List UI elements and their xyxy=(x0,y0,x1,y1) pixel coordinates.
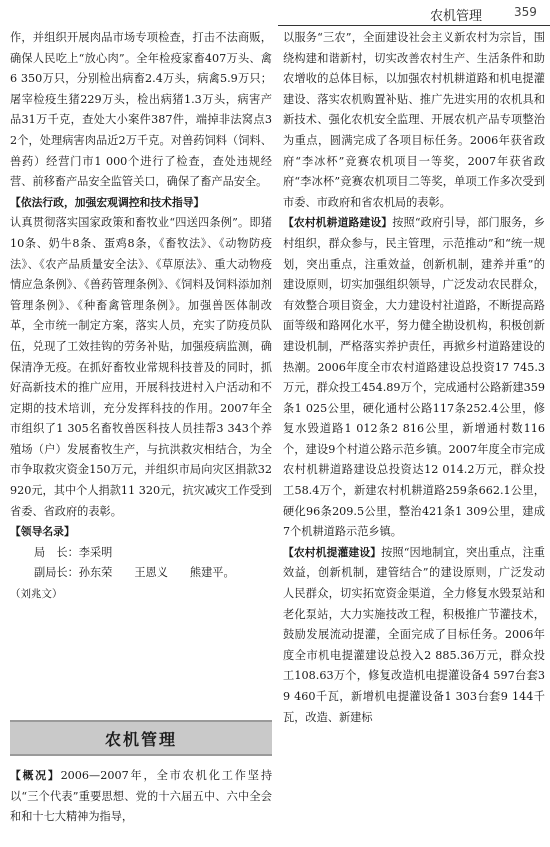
leader-role: 局 长： xyxy=(34,545,79,559)
section-heading-law-enforcement: 【依法行政，加强宏观调控和技术指导】 xyxy=(10,195,205,209)
right-column xyxy=(283,28,545,728)
author-credit: （刘兆文） xyxy=(10,588,63,601)
overview-body: 2006—2007年，全市农机化工作坚持以“三个代表”重要思想、党的十六届五中、六中全会和和十七大精神为指导， xyxy=(10,769,273,824)
section-heading-overview: 【概况】 xyxy=(10,769,61,782)
section-heading-road-construction: 【农村机耕道路建设】 xyxy=(283,216,393,230)
left-column xyxy=(10,28,272,605)
page-number: 359 xyxy=(514,5,537,19)
leader-name: 熊建平。 xyxy=(189,566,235,580)
machinery-goals-paragraph: 以服务“三农”，全面建设社会主义新农村为宗旨，围绕构建和谐新村，切实改善农村生产、生活条件和助农增收的总体目标，以加强农村机耕道路和机电提灌建设、落实农机购置补贴、推广先进实用的农机具和新技术、强化农机安全监理、开展农机产品专项整治为重点，圆满完成了各项目标任务。2006年获省政府“李冰杯”竞赛农机项目一等奖，2007年获省政府“李冰杯”竞赛农机项目二等奖，单项工作多次受到市委、市政府和省农机局的表彰。 xyxy=(283,31,545,209)
leader-line-deputies xyxy=(10,563,272,584)
leader-line-director xyxy=(10,543,272,564)
overview-paragraph xyxy=(10,766,272,828)
livestock-inspection-paragraph: 作，并组织开展肉品市场专项检查，打击不法商贩，确保人民吃上“放心肉”。全年检疫家畜407万头、禽6 350万只，分别检出病畜2.4万头，病禽5.9万只；屠宰检疫生猪229万头，检出病猪1.3万头，病害产品31万千克，查处大小案件387件，端掉非法窝点32个，处理病害肉品近2万千克。对兽药饲料（饲料、兽药）经营门市1 000个进行了检查，查处违规经营、前移畜产品安全监管关口，确保了畜产品安全。 xyxy=(10,31,272,189)
irrigation-paragraph xyxy=(283,543,545,728)
section-heading-irrigation: 【农村机提灌建设】 xyxy=(283,545,382,559)
section-banner-agri-machinery xyxy=(10,720,272,756)
leader-name: 王恩义 xyxy=(134,566,168,580)
page-header xyxy=(0,0,550,30)
leader-name: 李采明 xyxy=(78,545,113,559)
running-header-title: 农机管理 xyxy=(430,9,483,24)
header-rule xyxy=(278,25,550,26)
leader-role: 副局长： xyxy=(34,566,79,580)
road-construction-body: 按照“政府引导，部门服务，乡村组织，群众参与，民主管理，示范推动”和“统一规划，突出重点，注重效益，创新机制，建养并重”的建设原则，切实加强组织领导，广泛发动农民群众，有效整合项目资金，大力建设村社道路，不断提高路面等级和路网化水平，努力健全勘设机构，积极创新建设机制，严格落实养护责任，再掀乡村道路建设的热潮。2006年度全市农村道路建设总投资17 745.3万元，群众投工454.89万个，完成通村公路新建359条1 025公里，硬化通村公路117条252.4公里，修复水毁道路1 012条2 816公里，新增通村数116个，建设9个村道公路示范乡镇。2007年度全市完成农村机耕道路建设总投资达12 014.2万元，群众投工58.4万个，新建农村机耕道路259条662.1公里，硬化96条209.5公里，整治421条1 309公里，建成7个机耕道路示范乡镇。 xyxy=(283,216,545,539)
leaders-heading: 【领导名录】 xyxy=(10,525,75,539)
irrigation-body: 按照“因地制宜，突出重点，注重效益，创新机制，建管结合”的建设原则，广泛发动人民群众，切实拓宽资金渠道，全力修复水毁泵站和老化泵站，大力实施技改工程，积极推广节灌技术，鼓励发展流动提灌，全面完成了目标任务。2006年度全市机电提灌建设总投入2 885.36万元，群众投工108.63万个，修复改造机电提灌设备4 597台套39 460千瓦，新增机电提灌设备1 303台套9 144千瓦，改造、新建标 xyxy=(283,545,545,724)
road-construction-paragraph xyxy=(283,213,545,543)
leader-name: 孙东荣 xyxy=(78,566,113,580)
left-column-bottom xyxy=(10,766,272,828)
banner-title: 农机管理 xyxy=(104,729,177,749)
law-enforcement-paragraph: 认真贯彻落实国家政策和畜牧业“四送四条例”。即猪10条、奶牛8条、蛋鸡8条，《畜牧法》、《动物防疫法》、《农产品质量安全法》、《草原法》、重大动物疫情应急条例》、《兽药管理条例》、《饲料及饲料添加剂管理条例》、《种畜禽管理条例》。加强兽医体制改革，全市统一制定方案，落实人员，充实了防疫员队伍，兑现了工效挂钩的劳务补贴，加强疫病监测，确保清净无疫。在抓好畜牧业常规科技普及的同时，抓好高新技术的推广应用，开展科技进村入户活动和不定期的技术培训，充分发挥科技的作用。2007年全市组织了1 305名畜牧兽医科技人员挂帮3 343个养殖场（户）发展畜牧生产，与抗洪救灾相结合，为全市争取救灾资金150万元，并组织市局向灾区捐款32 920元，其中个人捐款11 320元，抗灾减灾工作受到省委、省政府的表彰。 xyxy=(10,216,272,518)
